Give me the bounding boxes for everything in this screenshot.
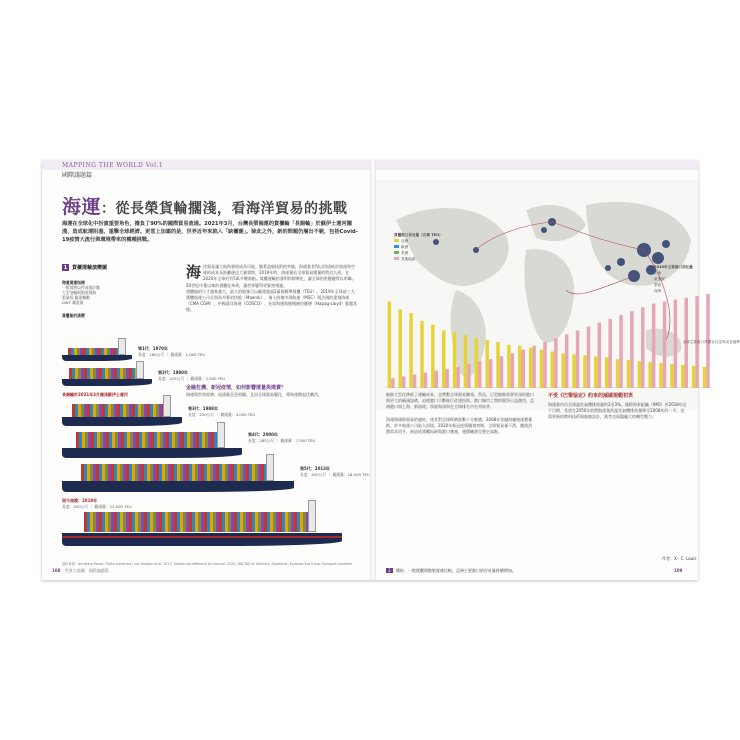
bar-asia-22 bbox=[616, 359, 619, 388]
port-legend-item: 寧波 bbox=[654, 283, 662, 287]
bar-other-8 bbox=[467, 364, 470, 388]
ship-gen5 bbox=[62, 464, 294, 492]
bar-other-13 bbox=[522, 350, 525, 388]
series-label: MAPPING THE WORLD Vol.1 bbox=[62, 162, 164, 169]
bar-asia-1 bbox=[388, 302, 391, 388]
ship-gen1-name: 第1代：1970年 bbox=[138, 346, 168, 351]
ship-gen3-name: 第3代：1988年 bbox=[188, 406, 218, 411]
ship-gen2-stats: 長度：215公尺 ｜ 載運量：2,500 TEU bbox=[158, 376, 226, 381]
bar-asia-12 bbox=[507, 345, 510, 388]
ship-gen6-name: 現今規模：2019年 bbox=[62, 498, 98, 503]
port-legend-title: 2019年主要港口吞吐量 bbox=[654, 265, 693, 269]
ship-gen3 bbox=[62, 404, 182, 426]
right-body-column-1 bbox=[386, 392, 536, 435]
lead-paragraph: 海運在全球化中扮演重要角色，擔負了90%的國際貿易流通。2021年3月，台灣長榮海運的貨櫃輪「長賜輪」於蘇伊士運河擱淺，造成航運阻塞，重擊全球經濟。更雪上加霜的是，世界近年來陷入「缺櫃潮」。除此之外，新的問題仍層出不窮，包括Covid-19疫情大流行與環境帶來的種種挑戰。 bbox=[62, 221, 358, 243]
bar-asia-6 bbox=[442, 330, 445, 388]
bar-other-5 bbox=[435, 371, 438, 388]
bar-asia-21 bbox=[605, 357, 608, 388]
chart-caption: 全球主要港口貨櫃吞吐量與成長趨勢 bbox=[682, 340, 740, 344]
dropcap: 海 bbox=[186, 263, 202, 281]
page-number-right: 109 bbox=[674, 568, 683, 573]
bar-other-22 bbox=[619, 315, 622, 388]
ship-gen5-name: 第5代：2013年 bbox=[300, 466, 330, 471]
bar-asia-16 bbox=[551, 352, 554, 388]
bar-other-14 bbox=[532, 346, 535, 388]
bar-other-19 bbox=[587, 327, 590, 388]
bar-asia-28 bbox=[681, 365, 684, 388]
bar-asia-3 bbox=[409, 313, 412, 388]
bar-other-23 bbox=[630, 311, 633, 388]
bar-asia-10 bbox=[485, 340, 488, 388]
ships-box-title: 貨櫃運輸演變圖 bbox=[72, 265, 108, 271]
ships-intro-line: 一般貨物以件或個計數 bbox=[62, 285, 100, 290]
magazine-spread bbox=[42, 160, 740, 580]
bar-asia-18 bbox=[572, 354, 575, 388]
bar-other-12 bbox=[511, 353, 514, 388]
ships-intro-title: 海運貨運指標 bbox=[62, 280, 85, 285]
ship-gen4-stats: 長度：285公尺 ｜ 載運量：7,500 TEU bbox=[248, 438, 316, 443]
ships-intro bbox=[62, 280, 132, 318]
bar-asia-25 bbox=[648, 362, 651, 388]
author-credit: 作者：X・C. Louis bbox=[662, 556, 697, 561]
bar-other-17 bbox=[565, 334, 568, 388]
bar-other-7 bbox=[456, 367, 459, 388]
bar-asia-26 bbox=[659, 363, 662, 388]
bar-asia-19 bbox=[583, 355, 586, 388]
bar-other-20 bbox=[598, 323, 601, 388]
ships-box-heading bbox=[62, 264, 107, 271]
bar-asia-15 bbox=[540, 350, 543, 388]
bar-asia-14 bbox=[529, 348, 532, 388]
bar-asia-2 bbox=[398, 309, 401, 388]
bar-asia-5 bbox=[431, 325, 434, 388]
legend-item: 亞洲 bbox=[394, 238, 443, 244]
bar-other-16 bbox=[554, 338, 557, 388]
article-title bbox=[62, 192, 348, 219]
bar-asia-4 bbox=[420, 321, 423, 388]
right-caption bbox=[386, 568, 516, 574]
title-rest: ：從長榮貨輪擱淺，看海洋貿易的挑戰 bbox=[101, 201, 348, 217]
folio-left bbox=[52, 568, 109, 574]
ship-gen1 bbox=[62, 345, 132, 361]
ship-gen3-stats: 長度：250公尺 ｜ 載運量：4,000 TEU bbox=[188, 412, 256, 417]
bar-asia-9 bbox=[475, 338, 478, 388]
bar-other-21 bbox=[608, 319, 611, 388]
port-legend-item: 上海 bbox=[654, 271, 662, 275]
bar-asia-13 bbox=[518, 346, 521, 388]
left-subhead: 金融危機、新冠疫情，如何影響運量與運費？ bbox=[186, 385, 287, 391]
right-body-3: 海運業約佔全球溫室氣體排放量的2至3%。國際海事組織（IMO）於2018年訂下目標，希望在2050年前將航運業的溫室氣體排放量降至2008年的一半。這需要新的燃料技術與船舶設計，業者也面臨龐大的轉型壓力。 bbox=[548, 402, 687, 420]
ship-gen2-name: 第2代：1980年 bbox=[158, 370, 188, 375]
bar-asia-29 bbox=[692, 366, 695, 388]
ships-intro-line: DWT 載重量 bbox=[62, 300, 84, 305]
title-lead: 海運 bbox=[62, 196, 102, 218]
legend-item: 歐洲 bbox=[394, 244, 443, 250]
ship-gen6 bbox=[62, 512, 342, 546]
right-body-2: 海運與國際貿易的連結，使其對全球經濟波動十分敏感。2008年金融海嘯後運費暴跌，許多航運公司陷入困境。2020年新冠疫情爆發初期，全球貿易量下滑，隨後消費需求回升，卻造成貨櫃短缺與港口壅塞，運價飆漲至歷史高點。 bbox=[386, 416, 533, 435]
bar-asia-24 bbox=[638, 361, 641, 388]
legend-item: 美洲 bbox=[394, 250, 443, 256]
bar-other-15 bbox=[543, 342, 546, 388]
ever-given-note: 長賜輪於2021年3月擱淺蘇伊士運河 bbox=[62, 392, 128, 397]
bar-other-4 bbox=[424, 373, 427, 388]
port-legend-item: 新加坡 bbox=[654, 277, 665, 281]
ships-intro-line: 大型油輪與散裝貨船 bbox=[62, 290, 97, 295]
bar-asia-30 bbox=[703, 367, 706, 388]
throughput-bar-chart bbox=[386, 288, 712, 388]
bar-asia-27 bbox=[670, 364, 673, 388]
bar-other-6 bbox=[445, 369, 448, 388]
legend-item: 其他地區 bbox=[394, 256, 443, 262]
section-label: 國際議題篇 bbox=[62, 172, 93, 179]
right-body-1: 船舶大型化降低了運輸成本，也帶動全球貿易擴張。然而，巨型船舶需要更深的港口與更大的碼頭設備，迫使港口不斷進行改建投資。港口城市之間的競爭日益激烈，亞洲港口如上海、新加坡、寧波與深圳在全球排名中名列前茅。 bbox=[386, 392, 534, 410]
bar-other-11 bbox=[500, 356, 503, 388]
bar-asia-17 bbox=[561, 353, 564, 388]
ships-intro-line: 重量級 載重噸數 bbox=[62, 295, 90, 300]
bar-other-2 bbox=[402, 376, 405, 388]
bar-other-10 bbox=[489, 359, 492, 388]
ship-gen4-name: 第4代：2000年 bbox=[248, 432, 278, 437]
bar-other-3 bbox=[413, 375, 416, 388]
legend-title: 貨櫃港口吞吐量（百萬 TEU） bbox=[394, 233, 443, 237]
caption-number: 3 bbox=[388, 568, 391, 573]
body-1: 洋貿易讓大航海發展成為可能。隨著造船技術的突破，海運業者得以用遠低於陸運和空運的成本長距離運送大量貨物。2019年時，海運量佔全球貿易總量的將近九成，在2020年全球約有5萬多艘商船。貨櫃運輸的發明和標準化，讓全球的供應鏈得以串聯。20世紀中葉以來的貨櫃化革命，讓世界變得更緊密相連。 bbox=[186, 264, 356, 288]
caption-text: 總結：一般貨櫃與散裝貨運比較，亞洲主要港口的吞吐量持續增加。 bbox=[395, 568, 516, 573]
right-subhead: 不受《巴黎協定》約束的減碳規範初衷 bbox=[548, 393, 634, 399]
ship-gen6-stats: 長度：400公尺 ｜ 載運量：23,000 TEU bbox=[62, 504, 132, 509]
bar-other-24 bbox=[641, 307, 644, 388]
page-number-left: 108 bbox=[52, 568, 61, 573]
ship-gen4 bbox=[62, 432, 242, 458]
ship-gen5-stats: 長度：400公尺 ｜ 載運量：18,000 TEU bbox=[300, 472, 370, 477]
bar-other-1 bbox=[391, 378, 394, 388]
body-2: 貨櫃船的尺寸越來越大，最大的船隻可以載運超過2萬個標準貨櫃（TEU）。2019年全球前三大貨櫃航運公司分別為丹麥的快桅（Maersk）、瑞士的地中海航運（MSC）與法國的達飛海運（CMA CGM），中國遠洋海運（COSCO）、長榮海運與德國赫伯羅德（Hapag-Lloyd）緊隨其後。 bbox=[186, 288, 358, 313]
bar-asia-8 bbox=[464, 335, 467, 388]
folio-left-label: 世界大地圖：國際議題篇 bbox=[64, 568, 109, 573]
ships-box-number: 1 bbox=[63, 264, 68, 271]
bar-asia-11 bbox=[496, 342, 499, 388]
bar-other-25 bbox=[652, 304, 655, 388]
bar-asia-20 bbox=[594, 356, 597, 388]
ships-intro-2: 貨櫃船的演變 bbox=[62, 313, 85, 318]
ship-gen2 bbox=[62, 368, 152, 386]
body-column-1 bbox=[186, 264, 358, 314]
bar-other-18 bbox=[576, 330, 579, 388]
bar-other-9 bbox=[478, 361, 481, 388]
bar-asia-7 bbox=[453, 332, 456, 388]
bar-asia-23 bbox=[627, 360, 630, 388]
ship-gen1-stats: 長度：180公尺 ｜ 載運量：1,000 TEU bbox=[138, 352, 206, 357]
body-3: 海運與世界經濟、流通量息息相關，且因全球貿易變化，導致運價起伏劇烈。 bbox=[186, 392, 322, 397]
footnote: 資料來源：Armateur Perrot, Flotte conteneur; von Hoegen et al. 2017; Tableau de référence du marché, 2020; UNCTAD et Urbinary; Alphaliner; Eurostat-Sud Europ Transport maritime bbox=[62, 562, 352, 566]
map-legend bbox=[394, 232, 443, 262]
port-legend-item: 深圳 bbox=[654, 289, 662, 293]
